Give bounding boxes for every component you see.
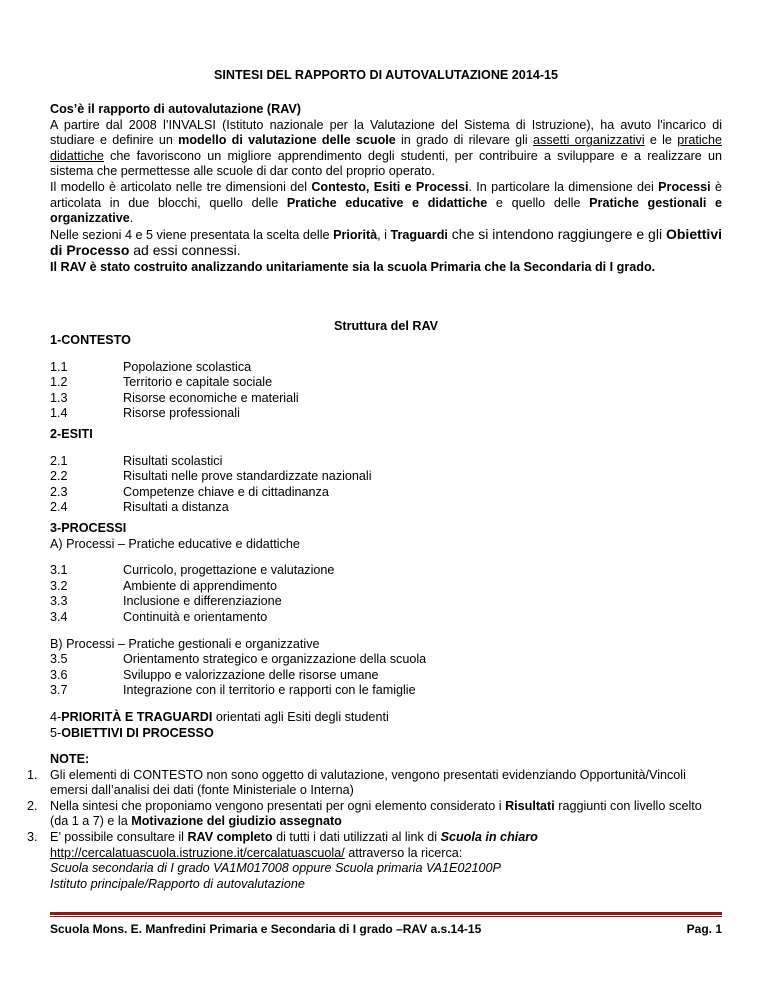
text-bold: Risultati	[505, 798, 555, 813]
item-number: 3.4	[50, 609, 68, 624]
text-bold: Pratiche educative e didattiche	[286, 195, 488, 210]
text-run: 5-	[50, 725, 62, 740]
footer-school-name: Scuola Mons. E. Manfredini Primaria e Secondaria di I grado –RAV a.s.14-15	[50, 922, 482, 936]
section-heading: 1-CONTESTO	[50, 333, 131, 347]
text-run: in grado di rilevare gli	[395, 133, 533, 148]
list-item	[50, 454, 722, 470]
text-run: e le	[644, 133, 678, 148]
text-run: che favoriscono un migliore apprendimento degli studenti, per contribuire a sviluppare e a realizzare un sistema che permettesse alle scuole di dar conto del proprio operato.	[50, 148, 722, 179]
footer-rule	[50, 912, 722, 915]
text-bold: Traguardi	[390, 227, 448, 242]
item-label: Orientamento strategico e organizzazione della scuola	[123, 652, 427, 667]
text-run: raggiunti con livello scelto (da 1 a 7) e la	[50, 798, 702, 829]
list-item	[50, 360, 722, 376]
text-run: ad essi connessi.	[129, 242, 241, 259]
note-number: 2.	[27, 798, 38, 813]
item-label: Risultati a distanza	[123, 500, 229, 515]
note-number: 3.	[27, 829, 38, 844]
search-path: Istituto principale/Rapporto di autovalutazione	[50, 876, 305, 891]
search-hint: Scuola secondaria di I grado VA1M017008 oppure Scuola primaria VA1E02100P	[50, 861, 501, 876]
list-item	[50, 469, 722, 485]
text-bold: Contesto, Esiti e Processi	[311, 179, 469, 194]
item-number: 3.7	[50, 683, 68, 698]
item-number: 1.1	[50, 359, 68, 374]
item-number: 3.5	[50, 652, 68, 667]
list-item	[50, 594, 722, 610]
list-item	[50, 579, 722, 595]
text-bold: Processi	[658, 179, 711, 194]
item-number: 1.4	[50, 406, 68, 421]
item-number: 3.2	[50, 578, 68, 593]
text-bold: PRIORITÀ E TRAGUARDI	[61, 709, 213, 724]
note-item	[27, 767, 722, 799]
notes-section	[27, 752, 722, 892]
intro-paragraph-2	[50, 180, 722, 227]
item-label: Curricolo, progettazione e valutazione	[123, 563, 335, 578]
text-run: 4-	[50, 709, 62, 724]
document-title: SINTESI DEL RAPPORTO DI AUTOVALUTAZIONE 2014-15	[213, 68, 559, 82]
item-number: 3.1	[50, 563, 68, 578]
text-run: e quello delle	[487, 195, 590, 210]
section-heading: 2-ESITI	[50, 427, 93, 441]
item-label: Sviluppo e valorizzazione delle risorse umane	[123, 667, 379, 682]
text-bold: OBIETTIVI DI PROCESSO	[61, 725, 214, 740]
document-page	[27, 0, 722, 994]
item-label: Risorse economiche e materiali	[123, 390, 299, 405]
list-item	[50, 563, 722, 579]
section-4-line	[50, 710, 722, 726]
note-text: Gli elementi di CONTESTO non sono oggetto di valutazione, vengono presentati evidenziando Opportunità/Vincoli emersi dall’analisi dei dati (fonte Ministeriale o Interna)	[50, 767, 686, 798]
text-run: Il modello è articolato nelle tre dimensioni del	[50, 179, 312, 194]
item-label: Territorio e capitale sociale	[123, 375, 273, 390]
page-number: Pag. 1	[686, 922, 722, 936]
section-processi	[50, 521, 722, 741]
intro-paragraph-1	[50, 118, 722, 180]
list-item	[50, 668, 722, 684]
item-label: Risorse professionali	[123, 406, 240, 421]
text-bold: Pratiche gestionali e organizzative	[50, 195, 722, 226]
text-run: attraverso la ricerca:	[344, 845, 463, 860]
item-label: Competenze chiave e di cittadinanza	[123, 484, 329, 499]
intro-paragraph-4: Il RAV è stato costruito analizzando unitariamente sia la scuola Primaria che la Secondaria di I grado.	[50, 259, 656, 274]
list-item	[50, 500, 722, 516]
subsection-heading: B) Processi – Pratiche gestionali e organizzative	[50, 636, 320, 651]
item-number: 1.3	[50, 390, 68, 405]
item-number: 2.3	[50, 484, 68, 499]
intro-section	[50, 102, 722, 276]
item-label: Continuità e orientamento	[123, 609, 268, 624]
text-run: orientati agli Esiti degli studenti	[212, 709, 389, 724]
list-item	[50, 485, 722, 501]
notes-heading: NOTE:	[50, 752, 90, 766]
item-number: 3.6	[50, 667, 68, 682]
section-esiti	[50, 427, 722, 516]
item-number: 1.2	[50, 375, 68, 390]
list-item	[50, 652, 722, 668]
item-number: 2.4	[50, 500, 68, 515]
intro-paragraph-3	[50, 227, 722, 260]
text-underline: assetti organizzativi	[532, 133, 645, 148]
section-5-line	[50, 726, 722, 742]
text-run: , i	[377, 227, 391, 242]
text-run: .	[129, 211, 134, 226]
subsection-heading: A) Processi – Pratiche educative e didattiche	[50, 536, 300, 551]
text-bold: modello di valutazione delle scuole	[178, 133, 396, 148]
text-run: è articolata in due blocchi, quello delle	[50, 179, 722, 210]
text-run: Nelle sezioni 4 e 5 viene presentata la scelta delle	[50, 227, 334, 242]
item-number: 3.3	[50, 594, 68, 609]
text-run: di tutti i dati utilizzati al link di	[272, 829, 441, 844]
text-underline: pratiche didattiche	[50, 133, 722, 163]
structure-title: Struttura del RAV	[333, 319, 439, 333]
list-item	[50, 375, 722, 391]
list-item	[50, 683, 722, 699]
text-run: . In particolare la dimensione dei	[468, 179, 659, 194]
footer-rule-thin	[50, 916, 722, 917]
list-item	[50, 391, 722, 407]
note-number: 1.	[27, 767, 38, 782]
text-run: A partire dal 2008 l’INVALSI (Istituto nazionale per la Valutazione del Sistema di Istruzione), ha avuto l'incarico di studiare e definire un	[50, 117, 722, 148]
page-footer	[50, 922, 722, 938]
item-label: Risultati scolastici	[123, 453, 223, 468]
note-item	[27, 798, 722, 830]
text-run: Nella sintesi che proponiamo vengono presentati per ogni elemento considerato i	[50, 798, 506, 813]
text-bold: Motivazione del giudizio assegnato	[131, 814, 342, 829]
item-number: 2.2	[50, 469, 68, 484]
item-number: 2.1	[50, 453, 68, 468]
text-run: che si intendono raggiungere e gli	[447, 225, 666, 242]
item-label: Risultati nelle prove standardizzate nazionali	[123, 469, 372, 484]
text-bold: RAV completo	[187, 829, 273, 844]
text-bold: Priorità	[333, 227, 378, 242]
list-item	[50, 406, 722, 422]
text-bold: Obiettivi di Processo	[50, 225, 722, 259]
text-run: E’ possibile consultare il	[50, 829, 188, 844]
list-item	[50, 610, 722, 626]
item-label: Ambiente di apprendimento	[123, 578, 278, 593]
item-label: Inclusione e differenziazione	[123, 594, 282, 609]
note-item	[27, 829, 722, 892]
intro-heading: Cos’è il rapporto di autovalutazione (RAV)	[50, 102, 301, 116]
section-contesto	[50, 333, 722, 422]
item-label: Popolazione scolastica	[123, 359, 252, 374]
item-label: Integrazione con il territorio e rapporti con le famiglie	[123, 683, 416, 698]
section-heading: 3-PROCESSI	[50, 521, 127, 535]
scuola-in-chiaro-link[interactable]: http://cercalatuascuola.istruzione.it/cercalatuascuola/	[50, 845, 345, 860]
text-bold-italic: Scuola in chiaro	[440, 829, 538, 844]
